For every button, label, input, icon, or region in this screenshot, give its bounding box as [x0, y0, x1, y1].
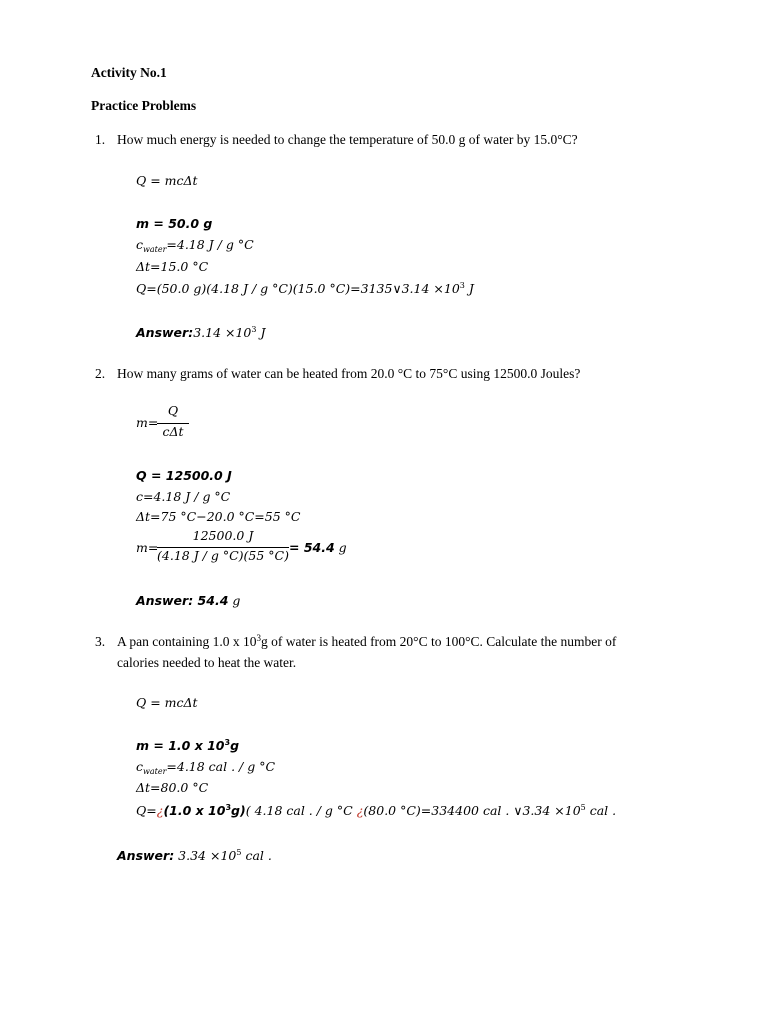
answer-line: Answer:3.14 $\times 10^3$ J [136, 325, 266, 340]
fraction-denominator: cΔt [162, 424, 184, 439]
problem-question-line-2: calories needed to heat the water. [117, 655, 297, 670]
given-specific-heat: $c_{water}=4.18$ J / g °C [136, 237, 254, 254]
given-heat: Q = 12500.0 J [136, 468, 232, 483]
equation-lhs: m= [136, 415, 159, 430]
answer-line: Answer: $3.34 \times 10^5$ cal . [117, 848, 272, 863]
problem-number: 3. [95, 634, 106, 649]
equation-formula: Q = mcΔt [136, 695, 198, 710]
equation-formula: Q = mcΔt [136, 173, 198, 188]
calculation-result: = 54.4 g [289, 540, 347, 555]
calculation: Q=¿(1.0 x $10^3g$)( 4.18 cal . / g °C ¿(80.0 °C)=334400 cal . ∨3.34 $\times 10^5$ cal . [136, 803, 617, 818]
given-mass: m = 1.0 x $10^3g$ [136, 738, 240, 753]
section-heading: Practice Problems [91, 98, 197, 113]
activity-title: Activity No.1 [91, 65, 167, 80]
fraction-numerator: 12500.0 J [192, 528, 254, 543]
problem-question: How many grams of water can be heated from 20.0 °C to 75°C using 12500.0 Joules? [117, 366, 581, 381]
given-specific-heat: $c_{water}=4.18$ cal . / g °C [136, 759, 276, 776]
problem-question: How much energy is needed to change the temperature of 50.0 g of water by 15.0°C? [117, 132, 578, 147]
given-delta-t: Δt=75 °C−20.0 °C=55 °C [136, 509, 301, 524]
calculation-fraction [157, 528, 289, 568]
given-specific-heat: c=4.18 J / g °C [136, 489, 231, 504]
given-mass: m = 50.0 g [136, 216, 213, 231]
equation-fraction [157, 403, 189, 443]
calculation: Q=(50.0 g)(4.18 J / g °C)(15.0 °C)=3135∨3.14 $\times 10^3$ J [136, 281, 474, 296]
answer-line: Answer: 54.4 g [136, 593, 241, 608]
fraction-numerator: Q [167, 403, 179, 418]
problem-number: 1. [95, 132, 106, 147]
fraction-denominator: (4.18 J / g °C)(55 °C) [157, 548, 289, 563]
problem-number: 2. [95, 366, 106, 381]
calculation-lhs: m= [136, 540, 159, 555]
problem-question-line-1: A pan containing 1.0 x $10^3g$ of water is heated from 20°C to 100°C. Calculate the number of [117, 633, 617, 649]
given-delta-t: Δt=80.0 °C [136, 780, 209, 795]
given-delta-t: Δt=15.0 °C [136, 259, 209, 274]
